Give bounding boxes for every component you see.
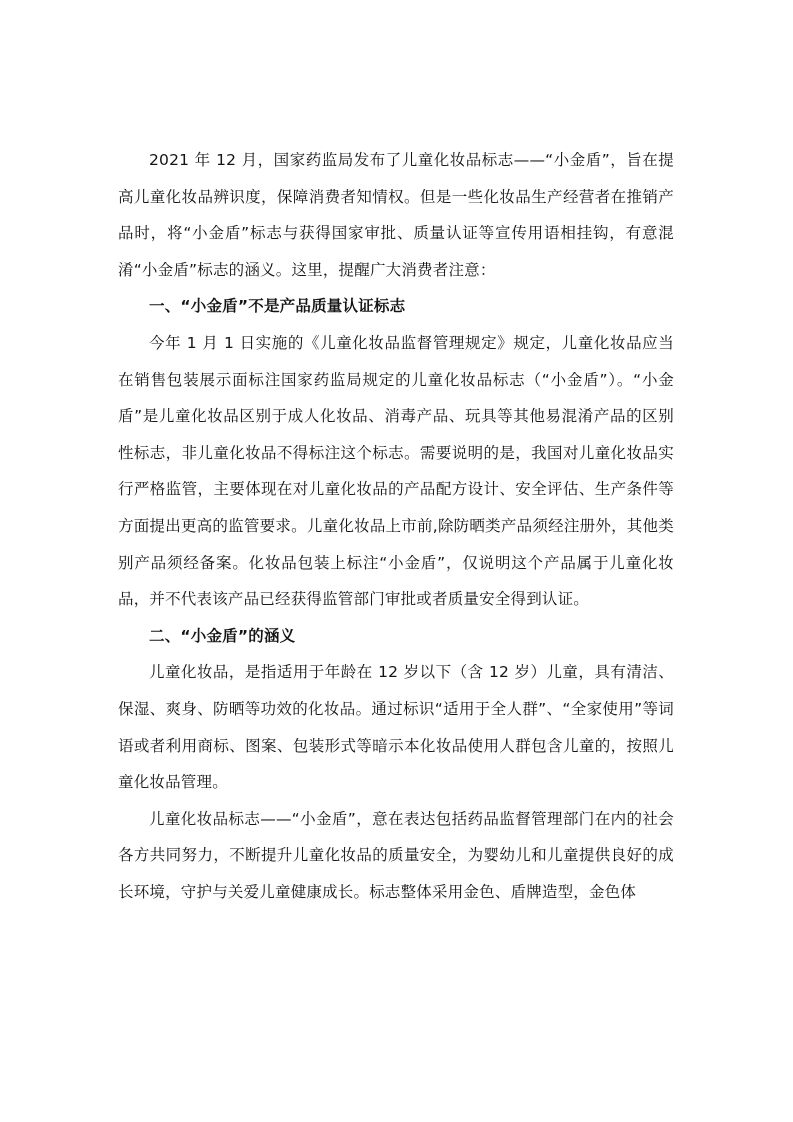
document-body (118, 142, 674, 910)
section-2-paragraph-1: 儿童化妆品，是指适用于年龄在 12 岁以下（含 12 岁）儿童，具有清洁、保湿、爽身、防晒等功效的化妆品。通过标识“适用于全人群”、“全家使用”等词语或者利用商标、图案、包装形式等暗示本化妆品使用人群包含儿童的，按照儿童化妆品管理。 (118, 663, 674, 792)
section-heading-1: 一、“小金盾”不是产品质量认证标志 (149, 297, 406, 316)
section-1-paragraph: 今年 1 月 1 日实施的《儿童化妆品监督管理规定》规定，儿童化妆品应当在销售包装展示面标注国家药监局规定的儿童化妆品标志（“小金盾”）。“小金盾”是儿童化妆品区别于成人化妆品、消毒产品、玩具等其他易混淆产品的区别性标志，非儿童化妆品不得标注这个标志。需要说明的是，我国对儿童化妆品实行严格监管，主要体现在对儿童化妆品的产品配方设计、安全评估、生产条件等方面提出更高的监管要求。儿童化妆品上市前,除防晒类产品须经注册外，其他类别产品须经备案。化妆品包装上标注“小金盾”，仅说明这个产品属于儿童化妆品，并不代表该产品已经获得监管部门审批或者质量安全得到认证。 (118, 333, 674, 609)
section-2-paragraph-2: 儿童化妆品标志——“小金盾”，意在表达包括药品监督管理部门在内的社会各方共同努力，不断提升儿童化妆品的质量安全，为婴幼儿和儿童提供良好的成长环境，守护与关爱儿童健康成长。标志整体采用金色、盾牌造型，金色体 (118, 809, 674, 901)
section-heading-2: 二、“小金盾”的涵义 (149, 626, 296, 645)
intro-paragraph: 2021 年 12 月，国家药监局发布了儿童化妆品标志——“小金盾”，旨在提高儿童化妆品辨识度，保障消费者知情权。但是一些化妆品生产经营者在推销产品时，将“小金盾”标志与获得国家审批、质量认证等宣传用语相挂钩，有意混淆“小金盾”标志的涵义。这里，提醒广大消费者注意： (118, 151, 674, 279)
